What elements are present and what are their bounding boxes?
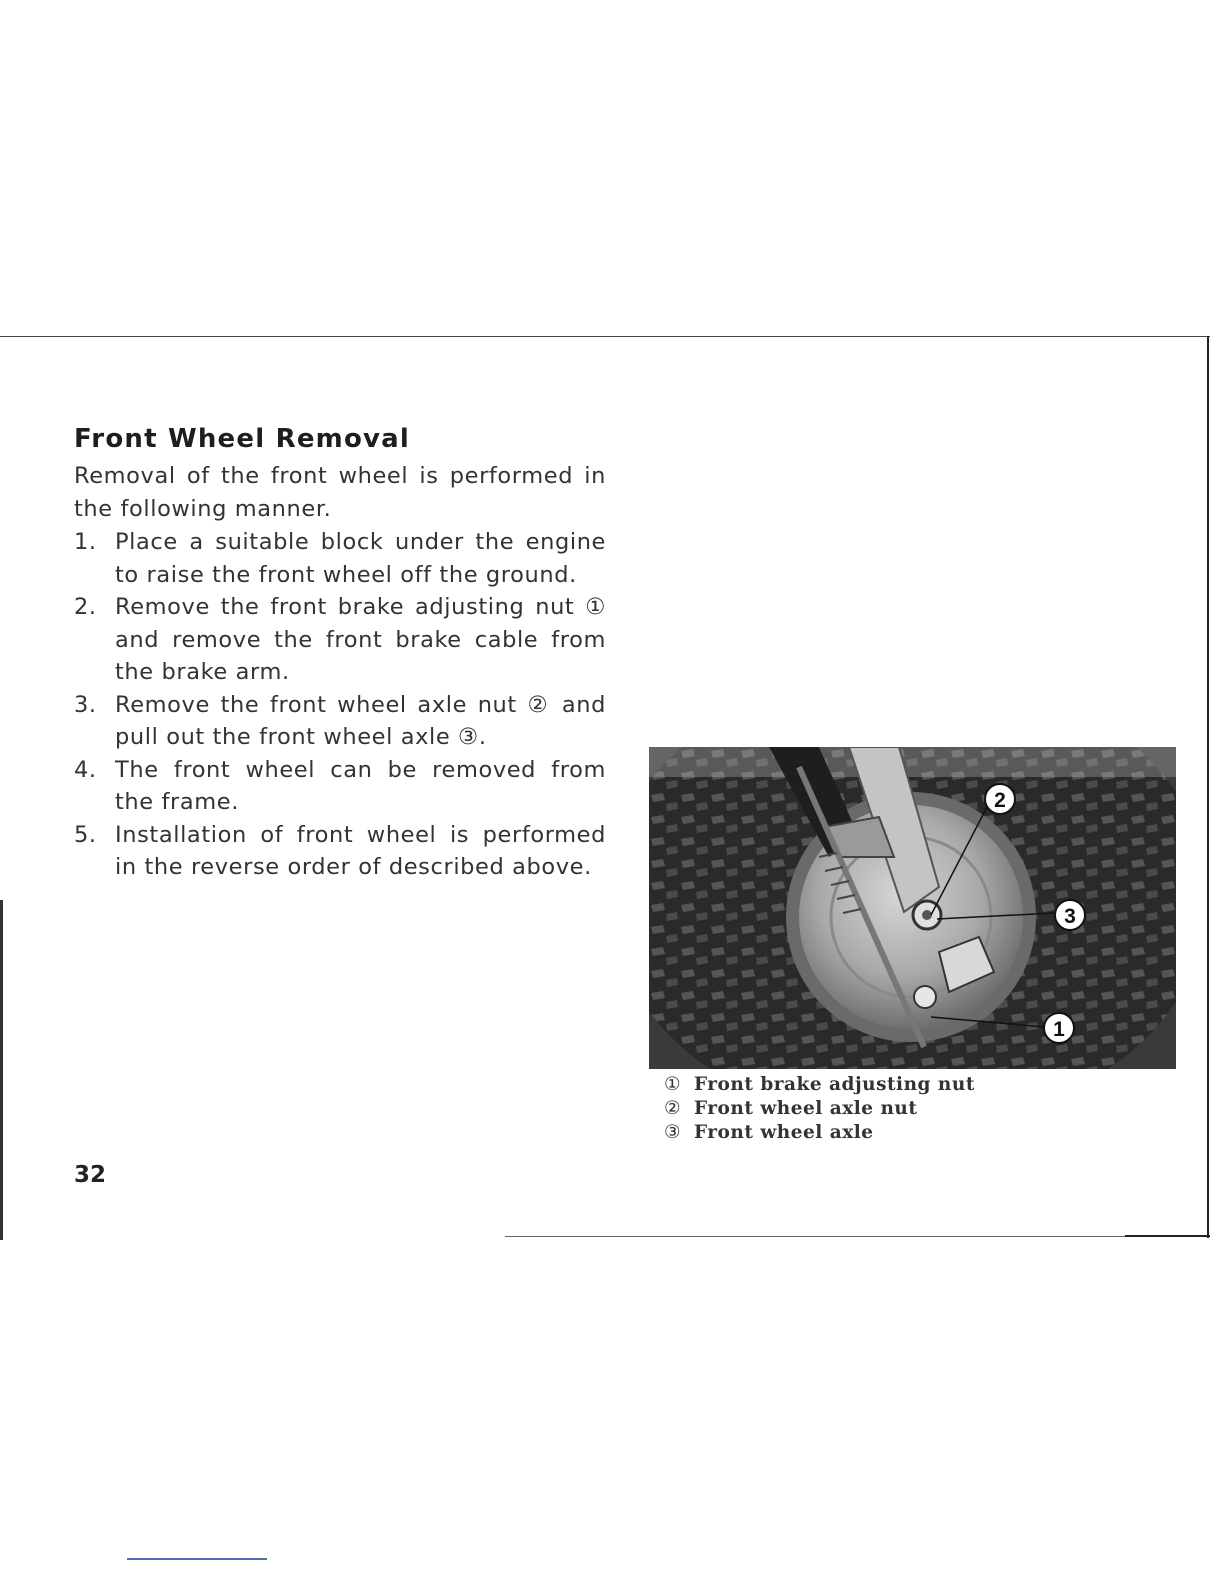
step-number: 3. bbox=[74, 691, 97, 718]
frame-left-rule bbox=[0, 900, 3, 1240]
svg-text:2: 2 bbox=[994, 789, 1006, 812]
step-item bbox=[74, 754, 606, 819]
frame-bottom-rule bbox=[505, 1236, 1210, 1237]
caption-item bbox=[664, 1097, 975, 1121]
callout-3 bbox=[1055, 900, 1085, 930]
step-text: Installation of front wheel is performed in the reverse order of described above. bbox=[115, 821, 606, 880]
step-number: 4. bbox=[74, 756, 97, 783]
step-text: The front wheel can be removed from the frame. bbox=[115, 756, 606, 815]
step-text: Remove the front wheel axle nut ② and pull out the front wheel axle ③. bbox=[115, 691, 606, 750]
front-wheel-illustration bbox=[649, 747, 1176, 1069]
callout-2 bbox=[985, 784, 1015, 814]
caption-marker: ③ bbox=[664, 1122, 682, 1143]
figure-captions bbox=[664, 1073, 975, 1145]
step-item bbox=[74, 819, 606, 884]
caption-text: Front wheel axle nut bbox=[694, 1098, 918, 1119]
caption-item bbox=[664, 1121, 975, 1145]
caption-text: Front wheel axle bbox=[694, 1122, 874, 1143]
steps-list bbox=[74, 526, 606, 884]
step-item bbox=[74, 526, 606, 591]
step-item bbox=[74, 591, 606, 689]
intro-paragraph: Removal of the front wheel is performed in the following manner. bbox=[74, 463, 606, 522]
brake-adjusting-nut bbox=[914, 986, 936, 1008]
section-heading: Front Wheel Removal bbox=[74, 424, 411, 454]
svg-text:3: 3 bbox=[1064, 905, 1076, 928]
caption-marker: ② bbox=[664, 1098, 682, 1119]
frame-bottom-rule-dark bbox=[1125, 1235, 1210, 1237]
svg-text:1: 1 bbox=[1053, 1018, 1065, 1041]
step-number: 2. bbox=[74, 594, 97, 620]
frame-right-rule bbox=[1207, 336, 1209, 1238]
caption-marker: ① bbox=[664, 1074, 682, 1095]
step-number: 1. bbox=[74, 529, 97, 555]
front-wheel-photo bbox=[649, 747, 1176, 1069]
callout-1 bbox=[1044, 1013, 1074, 1043]
step-text: Place a suitable block under the engine to raise the front wheel off the ground. bbox=[115, 529, 606, 588]
step-number: 5. bbox=[74, 821, 97, 848]
caption-text: Front brake adjusting nut bbox=[694, 1074, 975, 1095]
caption-item bbox=[664, 1073, 975, 1097]
step-text: Remove the front brake adjusting nut ① and remove the front brake cable from the brake arm. bbox=[115, 594, 606, 685]
frame-top-rule bbox=[0, 336, 1210, 337]
page-number: 32 bbox=[74, 1162, 107, 1188]
footer-rule bbox=[127, 1558, 267, 1560]
step-item bbox=[74, 689, 606, 754]
